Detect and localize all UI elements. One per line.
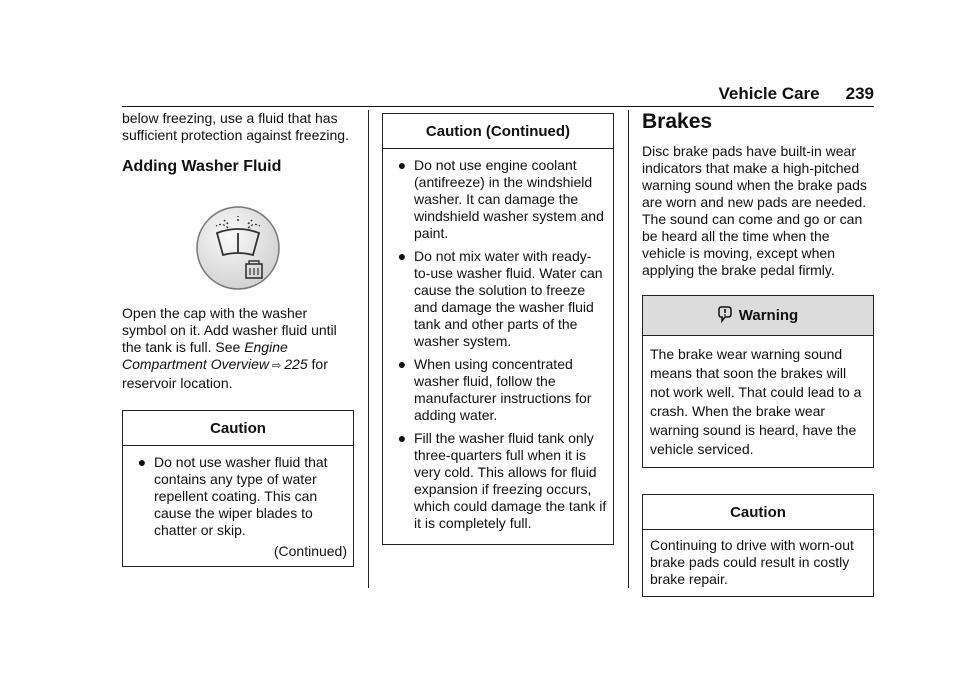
list-item-text: Do not mix water with ready-to-use washer fluid. Water can cause the solution to freeze and damage the washer fluid tank and other parts of the washer system.	[414, 248, 603, 349]
continued-note: (Continued)	[273, 543, 347, 559]
list-item	[130, 454, 347, 539]
list-item-text: When using concentrated washer fluid, follow the manufacturer instructions for adding water.	[414, 356, 592, 423]
caution-body	[383, 149, 613, 544]
column-2	[382, 110, 614, 545]
caution-box	[642, 494, 874, 597]
caution-body	[123, 446, 353, 566]
page-header	[122, 84, 874, 106]
caution-title: Caution	[123, 411, 353, 446]
washer-fluid-symbol-icon	[195, 205, 281, 291]
page-arrow-icon: ⇨	[272, 360, 282, 372]
header-rule	[122, 106, 874, 107]
list-item-text: Do not use washer fluid that contains any type of water repellent coating. This can cause the wiper blades to chatter or skip.	[154, 454, 328, 538]
brakes-paragraph: Disc brake pads have built-in wear indicators that make a high-pitched warning sound when the brake pads are worn and new pads are needed. The sound can come and go or can be heard all the time when the vehicle is moving, except when applying the brake pedal firmly.	[642, 143, 867, 278]
column-divider	[628, 110, 629, 588]
caution-body: Continuing to drive with worn-out brake pads could result in costly brake repair.	[650, 537, 854, 587]
washer-symbol-figure	[122, 205, 354, 291]
warning-title: Warning	[738, 307, 799, 324]
caution-continued-box	[382, 113, 614, 545]
bullet-icon: ●	[397, 248, 407, 264]
cross-reference-page[interactable]: 225	[284, 356, 308, 372]
caution-title: Caution (Continued)	[383, 114, 613, 149]
column-1	[122, 110, 354, 567]
bullet-icon: ●	[397, 356, 407, 372]
warning-title-bar	[643, 296, 873, 336]
list-item	[390, 430, 607, 532]
paragraph-text: for reservoir location.	[122, 356, 328, 391]
list-item	[390, 248, 607, 350]
bullet-icon: ●	[137, 454, 147, 470]
bullet-icon: ●	[397, 157, 407, 173]
cross-reference-link[interactable]: Engine Compartment Overview	[122, 339, 288, 372]
page-number: 239	[845, 84, 874, 103]
list-item	[390, 157, 607, 242]
column-3	[642, 110, 874, 597]
paragraph-text: Open the cap with the washer symbol on it. Add washer fluid until the tank is full. See	[122, 305, 337, 355]
section-heading: Brakes	[642, 110, 713, 133]
bullet-icon: ●	[397, 430, 407, 446]
warning-body: The brake wear warning sound means that soon the brakes will not work well. That could lead to a crash. When the brake wear warning sound is heard, have the vehicle serviced.	[650, 346, 862, 457]
list-item	[390, 356, 607, 424]
list-item-text: Do not use engine coolant (antifreeze) in the windshield washer. It can damage the windshield washer system and paint.	[414, 157, 604, 241]
warning-box	[642, 295, 874, 468]
column-divider	[368, 110, 369, 588]
section-heading: Adding Washer Fluid	[122, 158, 282, 175]
section-title: Vehicle Care	[718, 84, 820, 103]
intro-paragraph: below freezing, use a fluid that has sufficient protection against freezing.	[122, 110, 349, 143]
caution-box	[122, 410, 354, 567]
warning-bracket-icon	[718, 305, 734, 327]
list-item-text: Fill the washer fluid tank only three-quarters full when it is very cold. This allows for fluid expansion if freezing occurs, which could damage the tank if it is completely full.	[414, 430, 607, 531]
washer-paragraph	[122, 305, 354, 392]
caution-title: Caution	[643, 495, 873, 530]
